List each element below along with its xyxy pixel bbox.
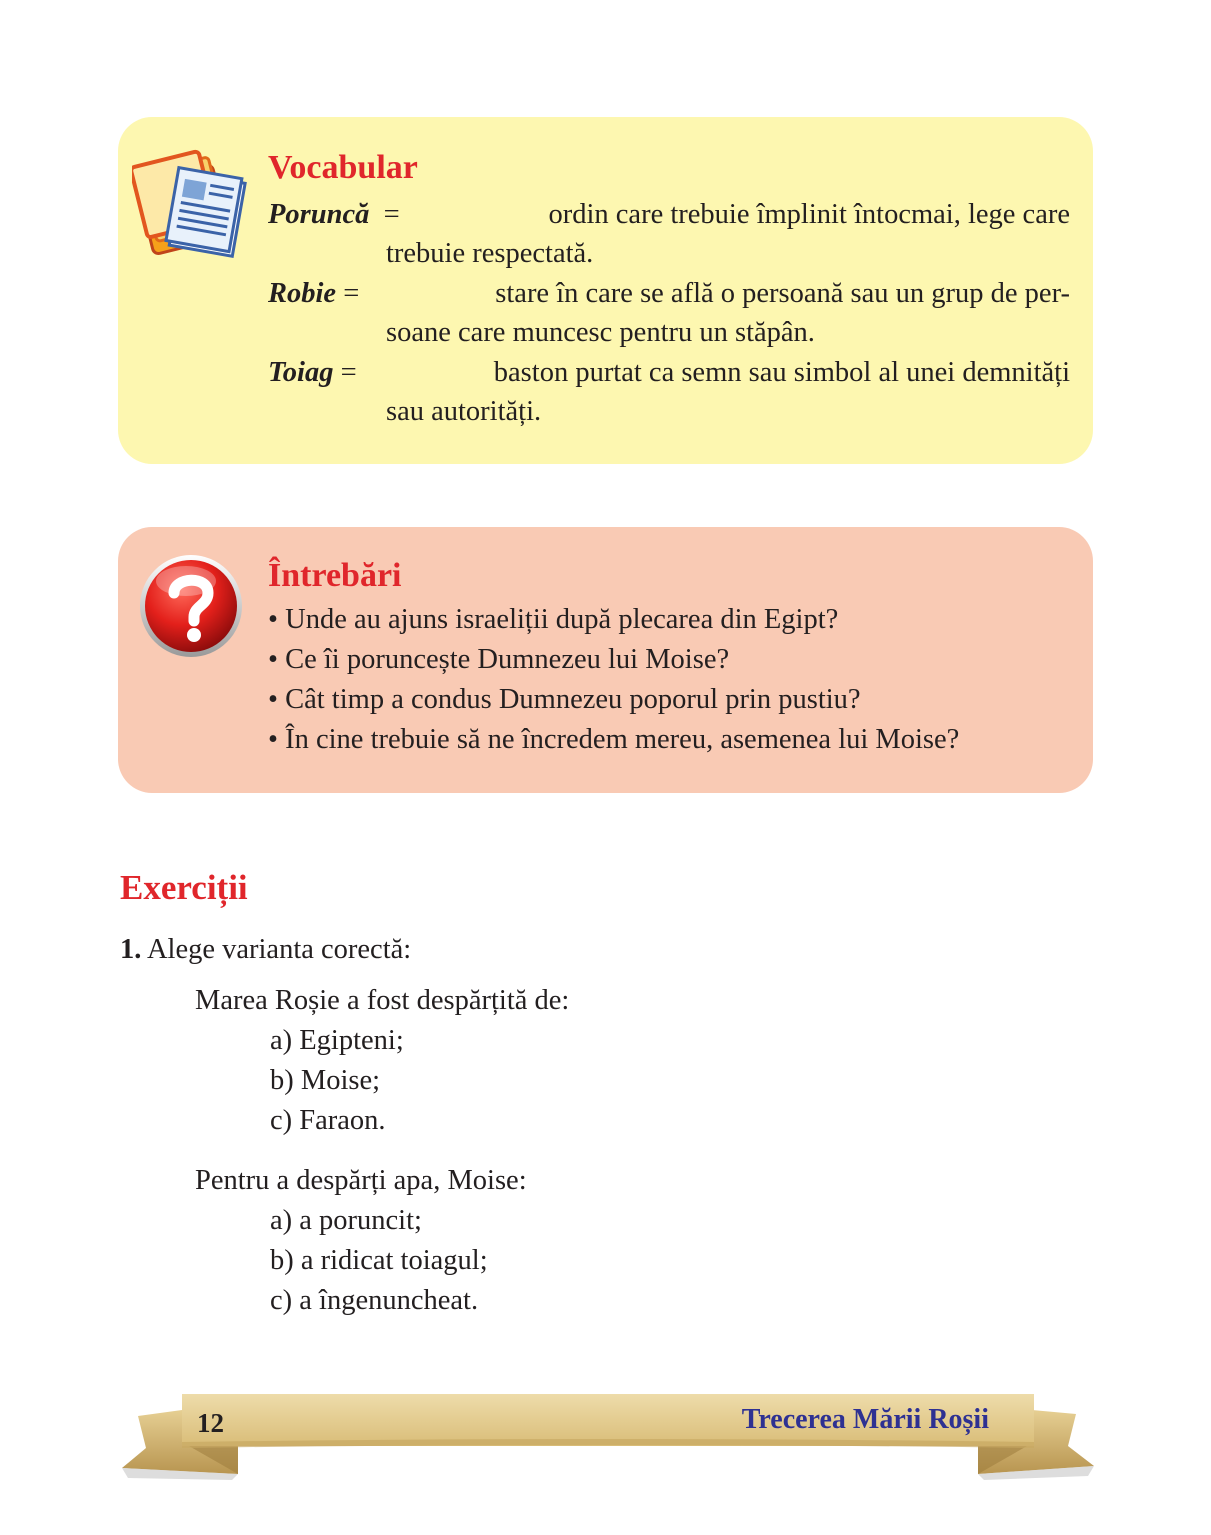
answer-options bbox=[270, 1201, 488, 1321]
vocabulary-definition-continued: soane care muncesc pentru un stăpân. bbox=[386, 317, 815, 348]
vocabulary-term: Toiag bbox=[268, 357, 334, 388]
exercise-question: Marea Roșie a fost despărțită de: bbox=[195, 985, 570, 1016]
vocabulary-separator: = bbox=[383, 199, 400, 230]
answer-option: c) Faraon. bbox=[270, 1105, 386, 1136]
question-item: • Unde au ajuns israeliții după plecarea din Egipt? bbox=[268, 600, 959, 640]
answer-option: b) a ridicat toiagul; bbox=[270, 1245, 488, 1276]
vocabulary-definition: baston purtat ca semn sau simbol al unei demnități bbox=[493, 357, 1070, 388]
exercise-instruction-text: Alege varianta corectă: bbox=[146, 934, 412, 965]
vocabulary-definition-continued: trebuie respectată. bbox=[386, 238, 594, 269]
question-mark-icon bbox=[138, 553, 244, 659]
vocabulary-term: Poruncă bbox=[268, 199, 370, 230]
chapter-title: Trecerea Mării Roșii bbox=[741, 1404, 989, 1435]
questions-box bbox=[118, 527, 1093, 793]
documents-icon bbox=[132, 140, 252, 258]
vocabulary-separator: = bbox=[343, 278, 360, 309]
vocabulary-entry bbox=[268, 274, 1070, 352]
answer-option: c) a îngenuncheat. bbox=[270, 1285, 479, 1316]
exercise-question: Pentru a despărți apa, Moise: bbox=[195, 1165, 527, 1196]
vocabulary-definition: stare în care se află o persoană sau un grup de per- bbox=[495, 278, 1070, 309]
vocabulary-box bbox=[118, 117, 1093, 464]
vocabulary-entry bbox=[268, 195, 1070, 273]
vocabulary-definition-continued: sau autorități. bbox=[386, 396, 542, 427]
page-number: 12 bbox=[197, 1408, 224, 1438]
question-item: • Cât timp a condus Dumnezeu poporul prin pustiu? bbox=[268, 680, 959, 720]
vocabulary-term: Robie bbox=[268, 278, 337, 309]
question-item: • În cine trebuie să ne încredem mereu, asemenea lui Moise? bbox=[268, 720, 959, 760]
vocabulary-definition: ordin care trebuie împlinit întocmai, lege care bbox=[548, 199, 1070, 230]
questions-list bbox=[268, 600, 959, 760]
answer-options bbox=[270, 1021, 404, 1141]
vocabulary-separator: = bbox=[340, 357, 357, 388]
answer-option: a) Egipteni; bbox=[270, 1025, 404, 1056]
vocabulary-title: Vocabular bbox=[268, 149, 418, 186]
exercise-instruction bbox=[120, 930, 411, 970]
answer-option: b) Moise; bbox=[270, 1065, 381, 1096]
exercises-title: Exerciții bbox=[120, 868, 248, 907]
exercise-number: 1. bbox=[120, 934, 142, 965]
questions-title: Întrebări bbox=[268, 557, 402, 594]
answer-option: a) a poruncit; bbox=[270, 1205, 422, 1236]
footer-ribbon bbox=[118, 1388, 1098, 1488]
question-item: • Ce îi poruncește Dumnezeu lui Moise? bbox=[268, 640, 959, 680]
vocabulary-entry bbox=[268, 353, 1070, 431]
